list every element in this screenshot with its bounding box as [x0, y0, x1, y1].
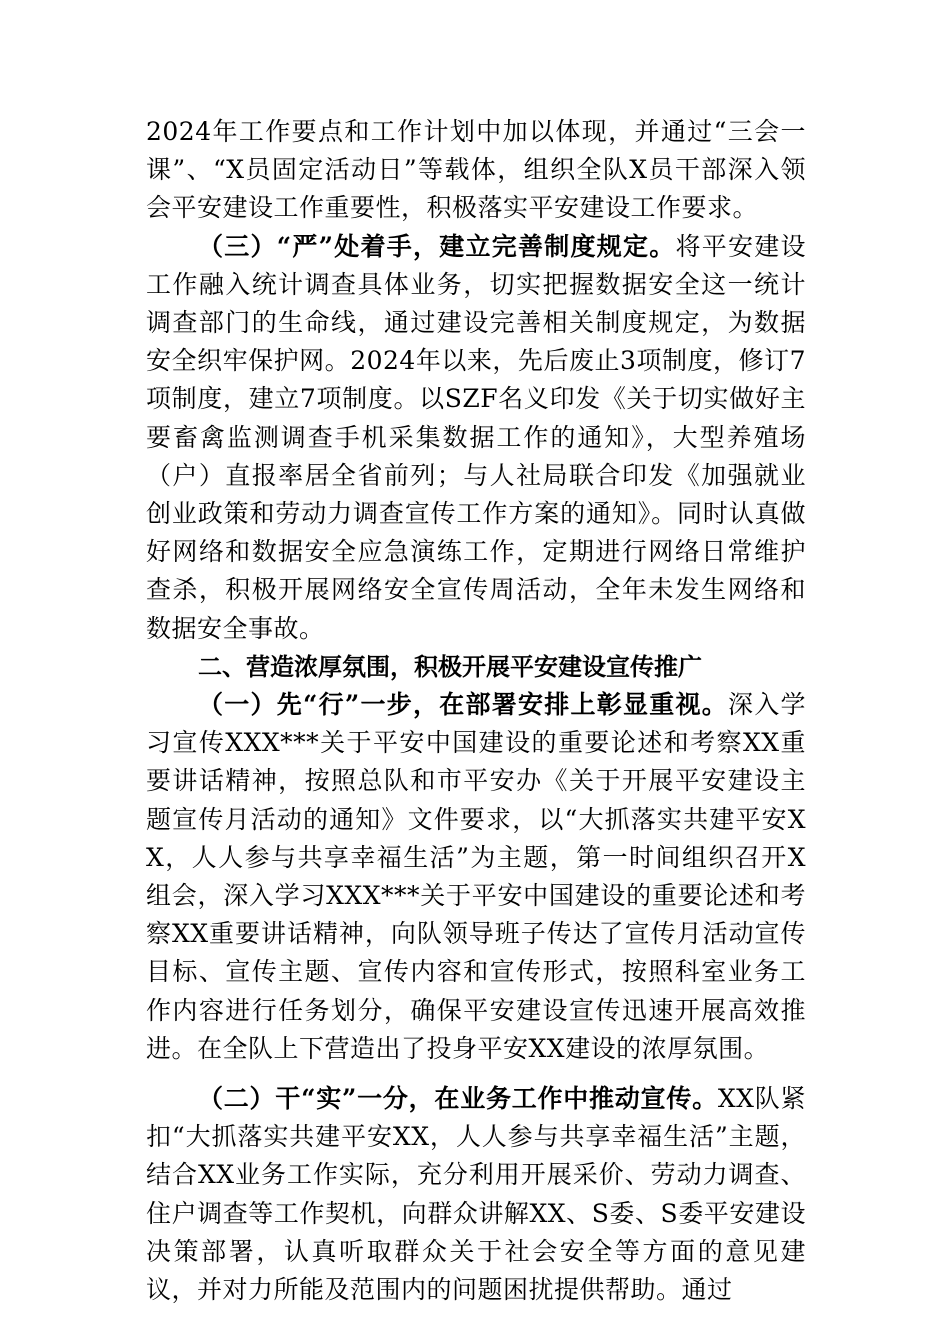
paragraph-subsection-two [146, 1080, 806, 1309]
paragraph-text: 2024年工作要点和工作计划中加以体现，并通过“三会一课”、“X员固定活动日”等载体，组织全队X员干部深入领会平安建设工作重要性，积极落实平安建设工作要求。 [146, 117, 806, 223]
paragraph-lead: （三）“严”处着手，建立完善制度规定。 [198, 231, 676, 261]
paragraph-section-three [146, 228, 806, 648]
paragraph-text: XX队紧扣“大抓落实共建平安XX，人人参与共享幸福生活”主题，结合XX业务工作实际，充分利用开展采价、劳动力调查、住户调查等工作契机，向群众讲解XX、S委、S委平安建设决策部署，认真听取群众关于社会安全等方面的意见建议，并对力所能及范围内的问题困扰提供帮助。通过 [146, 1084, 806, 1305]
paragraph-text: 深入学习宣传XXX***关于平安中国建设的重要论述和考察XX重要讲话精神，按照总队和市平安办《关于开展平安建设主题宣传月活动的通知》文件要求，以“大抓落实共建平安XX，人人参与共享幸福生活”为主题，第一时间组织召开X组会，深入学习XXX***关于平安中国建设的重要论述和考察XX重要讲话精神，向队领导班子传达了宣传月活动宣传目标、宣传主题、宣传内容和宣传形式，按照科室业务工作内容进行任务划分，确保平安建设宣传迅速开展高效推进。在全队上下营造出了投身平安XX建设的浓厚氛围。 [146, 690, 806, 1063]
paragraph-lead: （一）先“行”一步，在部署安排上彰显重视。 [198, 690, 728, 720]
paragraph-text: 将平安建设工作融入统计调查具体业务，切实把握数据安全这一统计调查部门的生命线，通过建设完善相关制度规定，为数据安全织牢保护网。2024年以来，先后废止3项制度，修订7项制度，建立7项制度。以SZF名义印发《关于切实做好主要畜禽监测调查手机采集数据工作的通知》，大型养殖场（户）直报率居全省前列；与人社局联合印发《加强就业创业政策和劳动力调查宣传工作方案的通知》。同时认真做好网络和数据安全应急演练工作，定期进行网络日常维护查杀，积极开展网络安全宣传周活动，全年未发生网络和数据安全事故。 [146, 231, 806, 643]
document-body [146, 113, 806, 1309]
paragraph-continuation [146, 113, 806, 228]
paragraph-lead: （二）干“实”一分，在业务工作中推动宣传。 [198, 1084, 718, 1114]
paragraph-subsection-one [146, 686, 806, 1068]
section-heading-two: 二、营造浓厚氛围，积极开展平安建设宣传推广 [198, 652, 702, 681]
